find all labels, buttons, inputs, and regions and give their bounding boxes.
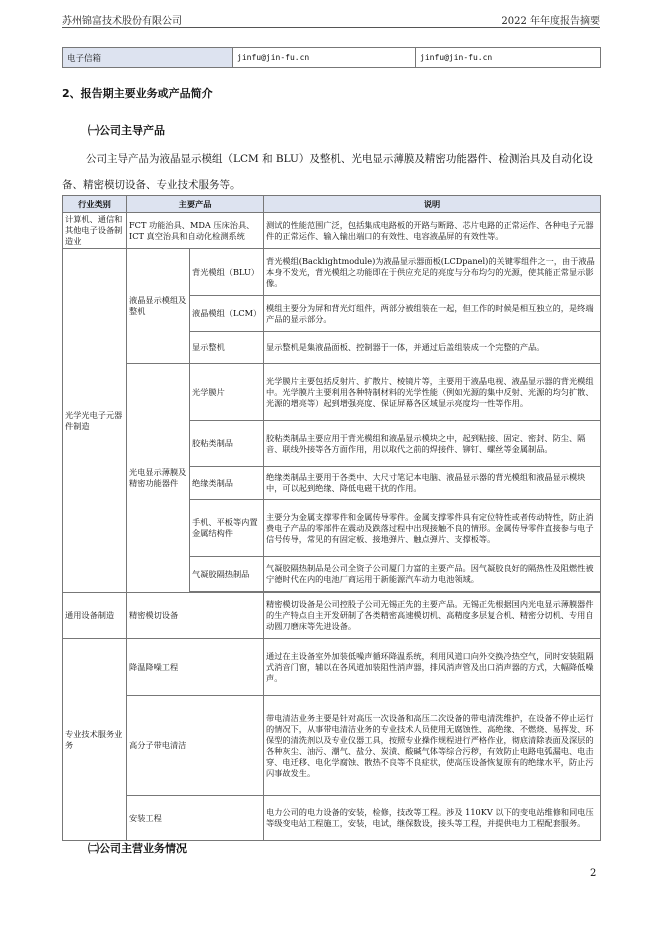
col-header-product: 主要产品 xyxy=(127,196,264,213)
product-cell: 精密模切设备 xyxy=(127,593,264,639)
description-cell: 气凝胶隔热制品是公司全资子公司厦门力富的主要产品。因气凝胶良好的隔热性及阻燃性被宁德时代在内的电池厂商运用于新能源汽车动力电池领域。 xyxy=(264,557,601,592)
description-cell: 通过在主设备室外加装低噪声循环降温系统，利用风道口向外交换冷热空气，同时安装阻隔式消音门窗，辅以在各风道加装阻性消声器，排风消声管及出口消声器的方式，大幅降低噪声。 xyxy=(264,639,601,696)
description-cell: 精密模切设备是公司控股子公司无锡正先的主要产品。无锡正先根据国内光电显示薄膜器件的生产特点自主开发研制了各类精密高速模切机、高精度多层复合机、精密分切机、专用自动圆刀磨床等先进设备。 xyxy=(264,593,601,639)
category-cell: 计算机、通信和其他电子设备制造业 xyxy=(63,213,127,249)
sub-product-cell: 显示整机 xyxy=(190,332,264,364)
product-group-cell: 液晶显示模组及整机 xyxy=(127,249,190,364)
table-row xyxy=(63,593,601,639)
sub-product-cell: 液晶模组（LCM） xyxy=(190,296,264,332)
subsection-main-business-title: ㈡公司主营业务情况 xyxy=(88,842,187,855)
table-row xyxy=(63,796,601,841)
col-header-category: 行业类别 xyxy=(63,196,127,213)
sub-product-cell: 绝缘类制品 xyxy=(190,467,264,500)
table-row xyxy=(63,213,601,249)
email-value-representative: jinfu@jin-fu.cn xyxy=(416,48,601,68)
product-cell: FCT 功能治具、MDA 压床治具、ICT 真空治具和自动化检测系统 xyxy=(127,213,264,249)
description-cell: 模组主要分为屏和背光灯组件，两部分被组装在一起，但工作的时候是相互独立的，是终端产品的显示部分。 xyxy=(264,296,601,332)
intro-paragraph: 公司主导产品为液晶显示模组（LCM 和 BLU）及整机、光电显示薄膜及精密功能器件、检测治具及自动化设备、精密模切设备、专业技术服务等。 xyxy=(62,153,593,191)
product-group-cell: 光电显示薄膜及精密功能器件 xyxy=(127,364,190,593)
sub-product-cell: 手机、平板等内置金属结构件 xyxy=(190,500,264,557)
product-cell: 高分子带电清洁 xyxy=(127,696,264,796)
description-cell: 测试的性能范围广泛，包括集成电路板的开路与断路、芯片电路的正常运作、各种电子元器件的正常运作、输入输出端口的有效性、电容液晶屏的有效性等。 xyxy=(264,213,601,249)
subsection-main-products-title: ㈠公司主导产品 xyxy=(88,124,165,137)
table-row xyxy=(63,639,601,696)
products-table xyxy=(62,195,601,841)
running-header xyxy=(62,10,600,28)
description-cell: 胶粘类制品主要应用于背光模组和液晶显示模块之中，起到粘接、固定、密封、防尘、隔音、联线外接等各方面作用，用以取代之前的焊接件、铆钉、螺丝等金属制品。 xyxy=(264,421,601,467)
sub-product-cell: 光学膜片 xyxy=(190,364,264,421)
table-row xyxy=(63,249,601,296)
email-row xyxy=(63,48,601,68)
description-cell: 带电清洁业务主要是针对高压一次设备和高压二次设备的带电清洗维护，在设备不停止运行的情况下，从事带电清洁业务的专业技术人员使用无腐蚀性、高绝缘、不燃烧、易挥发、环保型的清洗剂以及专业仪器工具，按照专业操作规程进行严格作业，彻底清除表面及深层的各种灰尘、油污、潮气、盐分、炭渍、酸碱气体等综合污秽，有效防止电路电弧漏电、电击穿、电迁移、电化学腐蚀、散热不良等不良症状，使高压设备恢复原有的绝缘水平，防止污闪事故发生。 xyxy=(264,696,601,796)
product-cell: 降温降噪工程 xyxy=(127,639,264,696)
sub-product-cell: 气凝胶隔热制品 xyxy=(190,557,264,592)
col-header-description: 说明 xyxy=(264,196,601,213)
email-value-secretary: jinfu@jin-fu.cn xyxy=(233,48,416,68)
sub-product-cell: 背光模组（BLU） xyxy=(190,249,264,296)
category-cell: 专业技术服务业务 xyxy=(63,639,127,841)
header-company-name: 苏州锦富技术股份有限公司 xyxy=(62,16,182,27)
table-row xyxy=(63,696,601,796)
email-label: 电子信箱 xyxy=(63,48,233,68)
header-report-title: 2022 年年度报告摘要 xyxy=(501,16,600,27)
description-cell: 背光模组(Backlightmodule)为液晶显示器面板(LCDpanel)的关键零组件之一，由于液晶本身不发光，背光模组之功能即在于供应充足的亮度与分布均匀的光源，使其能正常显示影像。 xyxy=(264,249,601,296)
description-cell: 光学膜片主要包括反射片、扩散片、棱镜片等，主要用于液晶电视、液晶显示器的背光模组中。光学膜片主要利用各种特制材料的光学性能（例如光源的集中反射、光源的均匀扩散、光源的增亮等）起到增强亮度、保证屏幕各区域显示亮度均一性等作用。 xyxy=(264,364,601,421)
page-number: 2 xyxy=(590,868,597,879)
description-cell: 显示整机是集液晶面板、控制器于一体，并通过后盖组装成一个完整的产品。 xyxy=(264,332,601,364)
table-row xyxy=(63,364,601,421)
email-table xyxy=(62,47,601,68)
section-2-title: 2、报告期主要业务或产品简介 xyxy=(62,87,213,100)
category-cell: 光学光电子元器件制造 xyxy=(63,249,127,593)
description-cell: 电力公司的电力设备的安装，检修，技改等工程。涉及 110KV 以下的变电站维修和同电压等级变电站工程施工，安装，电试，继保数设，接头等工程，并提供电力工程配套服务。 xyxy=(264,796,601,841)
description-cell: 主要分为金属支撑零件和金属传导零件。金属支撑零件具有定位特性或者传动特性，防止消费电子产品的零部件在震动及跌落过程中出现接触不良的情形。金属传导零件直接参与电子信号传导，常见的有固定板、接地弹片、触点弹片、支撑板等。 xyxy=(264,500,601,557)
category-cell: 通用设备制造 xyxy=(63,593,127,639)
product-cell: 安装工程 xyxy=(127,796,264,841)
sub-product-cell: 胶粘类制品 xyxy=(190,421,264,467)
description-cell: 绝缘类制品主要用于各类中、大尺寸笔记本电脑、液晶显示器的背光模组和液晶显示模块中，可以起到绝缘、降低电磁干扰的作用。 xyxy=(264,467,601,500)
table-header-row xyxy=(63,196,601,213)
